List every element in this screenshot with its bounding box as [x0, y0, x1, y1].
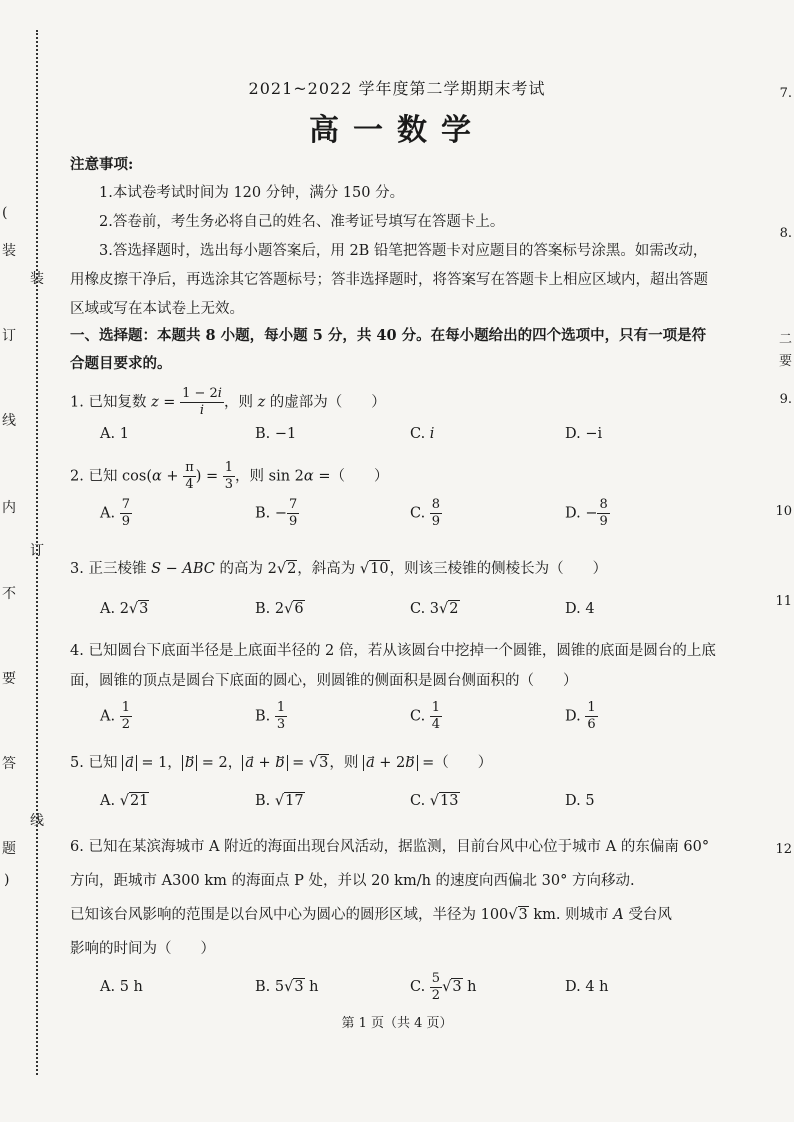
question-4 — [70, 636, 720, 733]
question-stem: 6. 已知在某滨海城市 A 附近的海面出现台风活动，据监测，目前台风中心位于城市 A 的东偏南 60° 方向，距城市 A300 km 的海面点 P 处，并以 20 km/h 的速度向西偏北 30° 方向移动. — [70, 839, 710, 889]
margin-char: 要 — [2, 671, 16, 687]
option-c: C. √13 — [410, 793, 459, 809]
inner-margin-char: 订 — [30, 543, 44, 559]
question-5: 5. 已知 a = 1， b = 2， a⃗ + b = √3，则 a⃗ + 2b =（ ） A. √21 B. √17 C. √13 D. 5 — [70, 748, 720, 816]
option-a: A. $\frac{1}{2}$ — [100, 700, 130, 732]
margin-char: 线 — [2, 413, 16, 429]
exam-subtitle: 2021~2022 学年度第二学期期末考试 — [248, 79, 546, 98]
inner-margin-char: 线 — [30, 813, 44, 829]
margin-char: 装 — [2, 243, 16, 259]
margin-char: ( — [2, 205, 8, 221]
option-a: A. 1 — [100, 426, 129, 442]
edge-number: 8. — [779, 226, 792, 241]
option-c: C. 3√2 — [410, 601, 459, 617]
option-b: B. −1 — [255, 426, 297, 442]
option-a: A. √21 — [100, 793, 149, 809]
question-stem: 4. 已知圆台下底面半径是上底面半径的 2 倍，若从该圆台中挖掉一个圆锥，圆锥的底面是圆台的上底面，圆锥的顶点是圆台下底面的圆心，则圆锥的侧面积是圆台侧面积的（ ） — [70, 643, 716, 689]
question-1: 1. 已知复数 z = $\frac{1 - 2i}{i}$ ，则 z 的虚部为（ ） A. 1 B. −1 C. i D. −i — [70, 386, 720, 449]
option-d: D. 4 h — [565, 979, 609, 995]
option-c: C. $\frac{8}{9}$ — [410, 497, 441, 529]
option-c: C. $\frac{5}{2}$ √3 h — [410, 970, 477, 1003]
margin-char: 内 — [2, 500, 16, 516]
edge-number: 10 — [775, 504, 792, 519]
option-d: D. 4 — [565, 601, 595, 617]
option-a: A. 2√3 — [100, 601, 149, 617]
question-2: 2. 已知 cos(α + $\frac{\pi}{4}$ ) = $\frac{1}{3}$ ，则 sin 2α =（ ） A. $\frac{7}{9}$ B. − $\frac{7}{9}$ C. $\frac{8}{9}$ D. − $\frac{8}{9}$ — [70, 460, 720, 530]
option-c: C. $\frac{1}{4}$ — [410, 700, 441, 732]
edge-number: 要 — [778, 354, 792, 369]
question-stem-end: 影响的时间为（ ） — [70, 941, 215, 957]
inner-margin-char: 装 — [30, 271, 44, 287]
margin-char: 不 — [2, 586, 16, 602]
margin-char: 订 — [2, 328, 16, 344]
next-page-edge — [772, 0, 794, 1122]
edge-number: 11 — [775, 594, 792, 609]
note-item: 2.答卷前，考生务必将自己的姓名、准考证号填写在答题卡上。 — [99, 214, 505, 230]
edge-number: 7. — [779, 86, 792, 101]
margin-char: ) — [4, 872, 10, 888]
note-item: 1.本试卷考试时间为 120 分钟，满分 150 分。 — [99, 185, 405, 201]
option-c: C. i — [410, 426, 435, 442]
edge-number: 12 — [775, 842, 792, 857]
option-b: B. 2√6 — [255, 601, 304, 617]
exam-header — [0, 76, 794, 149]
question-3: 3. 正三棱锥 S − ABC 的高为 2√2，斜高为 √10，则该三棱锥的侧棱长为（ ） A. 2√3 B. 2√6 C. 3√2 D. 4 — [70, 554, 720, 624]
notes-title: 注意事项: — [70, 156, 134, 173]
note-item: 3.答选择题时，选出每小题答案后，用 2B 铅笔把答题卡对应题目的答案标号涂黑。如需改动，用橡皮擦干净后，再选涂其它答题标号；答非选择题时，将答案写在答题卡上相应区域内，超出答题区域或写在本试卷上无效。 — [70, 243, 708, 317]
option-b: B. 5√3 h — [255, 979, 319, 995]
option-b: B. √17 — [255, 793, 304, 809]
option-b: B. $\frac{1}{3}$ — [255, 700, 286, 732]
option-d: D. −i — [565, 426, 603, 442]
option-d: D. 5 — [565, 793, 595, 809]
notes — [70, 150, 710, 324]
option-a: A. $\frac{7}{9}$ — [100, 497, 130, 529]
margin-char: 答 — [2, 756, 16, 772]
margin-char: 题 — [2, 841, 16, 857]
section-heading: 一、选择题：本题共 8 小题，每小题 5 分，共 40 分。在每小题给出的四个选项中，只有一项是符合题目要求的。 — [70, 327, 707, 372]
page-footer: 第 1 页（共 4 页） — [341, 1016, 453, 1031]
option-a: A. 5 h — [100, 979, 143, 995]
question-6: 6. 已知在某滨海城市 A 附近的海面出现台风活动，据监测，目前台风中心位于城市 A 的东偏南 60° 方向，距城市 A300 km 的海面点 P 处，并以 20 km/h 的速度向西偏北 30° 方向移动. 已知该台风影响的范围是以台风中心为圆心的圆形区域，半径为 100√3 km. 则城市 A 受台风 影响的时间为（ ） A. 5 h B. 5√3 h C. $\frac{5}{2}$ √3 h D. 4 h — [70, 830, 720, 1004]
exam-title: 高一数学 — [309, 113, 485, 148]
option-b: B. − $\frac{7}{9}$ — [255, 497, 298, 529]
option-d: D. $\frac{1}{6}$ — [565, 700, 596, 732]
option-d: D. − $\frac{8}{9}$ — [565, 497, 608, 529]
edge-number: 9. — [779, 392, 792, 407]
edge-number: 二 — [778, 332, 792, 347]
